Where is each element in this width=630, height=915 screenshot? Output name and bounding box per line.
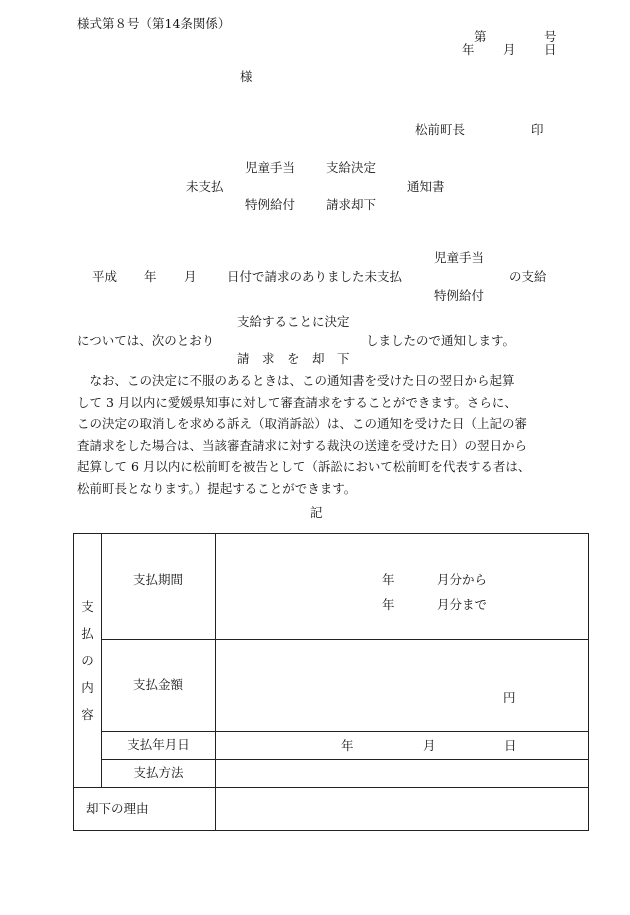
decision-suffix: しましたので通知します。	[366, 333, 516, 348]
payment-period-field[interactable]	[216, 534, 589, 640]
period-from-year: 年	[382, 572, 395, 587]
payment-date-month: 月	[423, 738, 436, 753]
document-number-suffix: 号	[544, 29, 557, 44]
title-unpaid: 未支払	[186, 179, 224, 194]
sender-name: 松前町長	[415, 122, 466, 137]
title-notice: 通知書	[407, 179, 445, 194]
payment-date-day: 日	[504, 738, 517, 753]
payment-period-label: 支払期間	[133, 572, 184, 587]
payment-date-field[interactable]	[216, 732, 589, 760]
amount-unit: 円	[503, 690, 516, 705]
date-year: 年	[462, 42, 475, 57]
request-option-special-benefit: 特例給付	[434, 288, 485, 303]
payment-date-label: 支払年月日	[102, 732, 216, 760]
request-year: 年	[144, 269, 157, 284]
date-month: 月	[503, 42, 516, 57]
payment-period-label-cell	[102, 534, 216, 640]
notice-line: この決定の取消しを求める訴え（取消訴訟）は、この通知を受けた日（上記の審	[77, 416, 528, 431]
rejection-reason-field[interactable]	[216, 788, 589, 831]
notice-line: 松前町長となります。）提起することができます。	[77, 480, 357, 496]
notice-line: なお、この決定に不服のあるときは、この通知書を受けた日の翌日から起算	[77, 373, 515, 388]
decision-prefix: については、次のとおり	[77, 333, 215, 348]
request-month: 月	[184, 269, 197, 284]
ki-heading: 記	[310, 505, 323, 520]
rejection-reason-label: 却下の理由	[74, 788, 216, 831]
period-to-year: 年	[382, 597, 395, 612]
date-day: 日	[544, 42, 557, 57]
payment-amount-field[interactable]	[216, 640, 589, 732]
document-number-prefix: 第	[474, 29, 487, 44]
addressee-suffix: 様	[240, 69, 253, 84]
seal-mark: 印	[531, 122, 544, 137]
request-suffix: の支給	[509, 269, 547, 284]
notice-line: 起算して 6 月以内に松前町を被告として（訴訟において松前町を代表する者は、	[77, 459, 531, 474]
period-to-text: 月分まで	[437, 597, 488, 612]
request-era: 平成	[92, 269, 118, 284]
notice-line: して 3 月以内に愛媛県知事に対して審査請求をすることができます。さらに、	[77, 394, 517, 410]
payment-amount-label-cell	[102, 640, 216, 732]
form-number: 様式第８号（第14条関係）	[77, 16, 231, 31]
appeal-notice-paragraph	[77, 370, 555, 499]
title-option-request-rejection: 請求却下	[326, 197, 377, 212]
decision-option-rejection: 請 求 を 却 下	[237, 351, 350, 366]
payment-contents-side-label: 支 払 の 内 容	[74, 534, 102, 788]
title-option-special-benefit: 特例給付	[245, 197, 296, 212]
payment-details-table	[73, 533, 589, 831]
period-from-text: 月分から	[437, 572, 488, 587]
payment-amount-label: 支払金額	[133, 677, 184, 692]
payment-method-label: 支払方法	[102, 760, 216, 788]
notice-line: 査請求をした場合は、当該審査請求に対する裁決の送達を受けた日）の翌日から	[77, 437, 528, 453]
title-option-child-allowance: 児童手当	[245, 160, 296, 175]
request-text: 日付で請求のありました未支払	[227, 269, 403, 284]
payment-method-field[interactable]	[216, 760, 589, 788]
payment-date-year: 年	[341, 738, 354, 753]
decision-option-payment: 支給することに決定	[237, 314, 350, 329]
title-option-payment-decision: 支給決定	[326, 160, 377, 175]
request-option-child-allowance: 児童手当	[434, 250, 485, 265]
